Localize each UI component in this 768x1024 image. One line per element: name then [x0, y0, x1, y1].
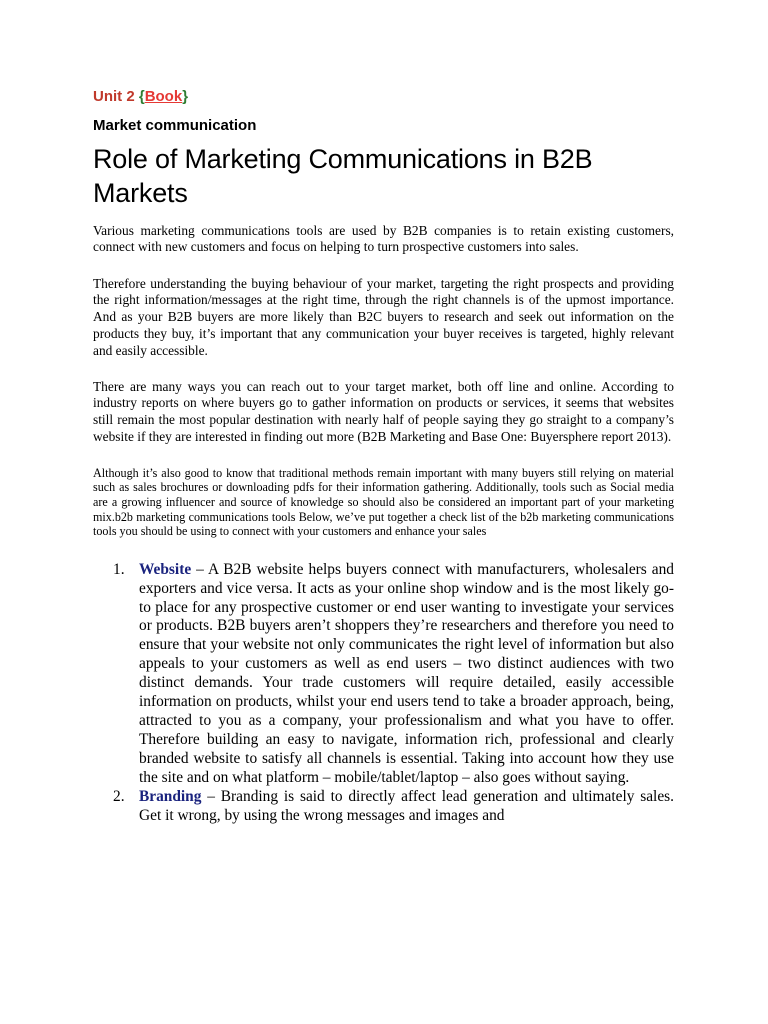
book-link[interactable]: Book — [144, 88, 183, 105]
list-number: 1. — [113, 560, 125, 578]
document-page — [93, 86, 674, 825]
list-item — [93, 788, 674, 826]
paragraph: There are many ways you can reach out to your target market, both off line and online. According to industry reports on where buyers go to gather information on products or services, it seems that websites still remain the most popular destination with nearly half of people saying they go straight to a company’s website if they are interested in finding out more (B2B Marketing and Base One: Buyersphere report 2013). — [93, 378, 674, 444]
paragraph: Although it’s also good to know that traditional methods remain important with many buyers still relying on material such as sales brochures or downloading pdfs for their information gathering. Additionally, tools such as Social media are a growing influencer and source of knowledge so should also be considered an important part of your marketing mix.b2b marketing communications tools Below, we’ve put together a check list of the b2b marketing communications tools you should be using to connect with your customers and enhance your sales — [93, 465, 674, 539]
unit-heading — [93, 86, 674, 108]
close-brace: } — [182, 88, 189, 105]
list-number: 2. — [113, 787, 125, 805]
tools-list — [93, 561, 674, 826]
unit-label: Unit 2 — [93, 88, 135, 105]
page-title: Role of Marketing Communications in B2B Markets — [93, 144, 593, 208]
tool-description: – Branding is said to directly affect lead generation and ultimately sales. Get it wrong, by using the wrong messages and images and — [139, 787, 674, 824]
list-item — [93, 561, 674, 788]
paragraph: Therefore understanding the buying behaviour of your market, targeting the right prospects and providing the right information/messages at the right time, through the right channels is of the upmost importance. And as your B2B buyers are more likely than B2C buyers to research and seek out information on the products they buy, it’s important that any communication your buyer receives is targeted, highly relevant and easily accessible. — [93, 275, 674, 358]
open-brace: { — [138, 88, 145, 105]
tool-name: Website — [139, 560, 192, 578]
tool-description: – A B2B website helps buyers connect with manufacturers, wholesalers and exporters and vice versa. It acts as your online shop window and is the most likely go-to place for any prospective customer or end user wanting to investigate your services or products. B2B buyers aren’t shoppers they’re researchers and therefore you need to ensure that your website not only communicates the right level of information but also appeals to your customers as well as end users – two distinct audiences with two distinct demands. Your trade customers will require detailed, easily accessible information on products, whilst your end users tend to take a broader approach, being, attracted to you as a company, your professionalism and what you have to offer. Therefore building an easy to navigate, information rich, professional and clearly branded website to satisfy all channels is essential. Taking into account how they use the site and on what platform – mobile/tablet/laptop – also goes without saying. — [139, 560, 674, 786]
tool-name: Branding — [139, 787, 202, 805]
paragraph: Various marketing communications tools are used by B2B companies is to retain existing customers, connect with new customers and focus on helping to turn prospective customers into sales. — [93, 223, 674, 255]
section-subtitle: Market communication — [93, 117, 257, 134]
